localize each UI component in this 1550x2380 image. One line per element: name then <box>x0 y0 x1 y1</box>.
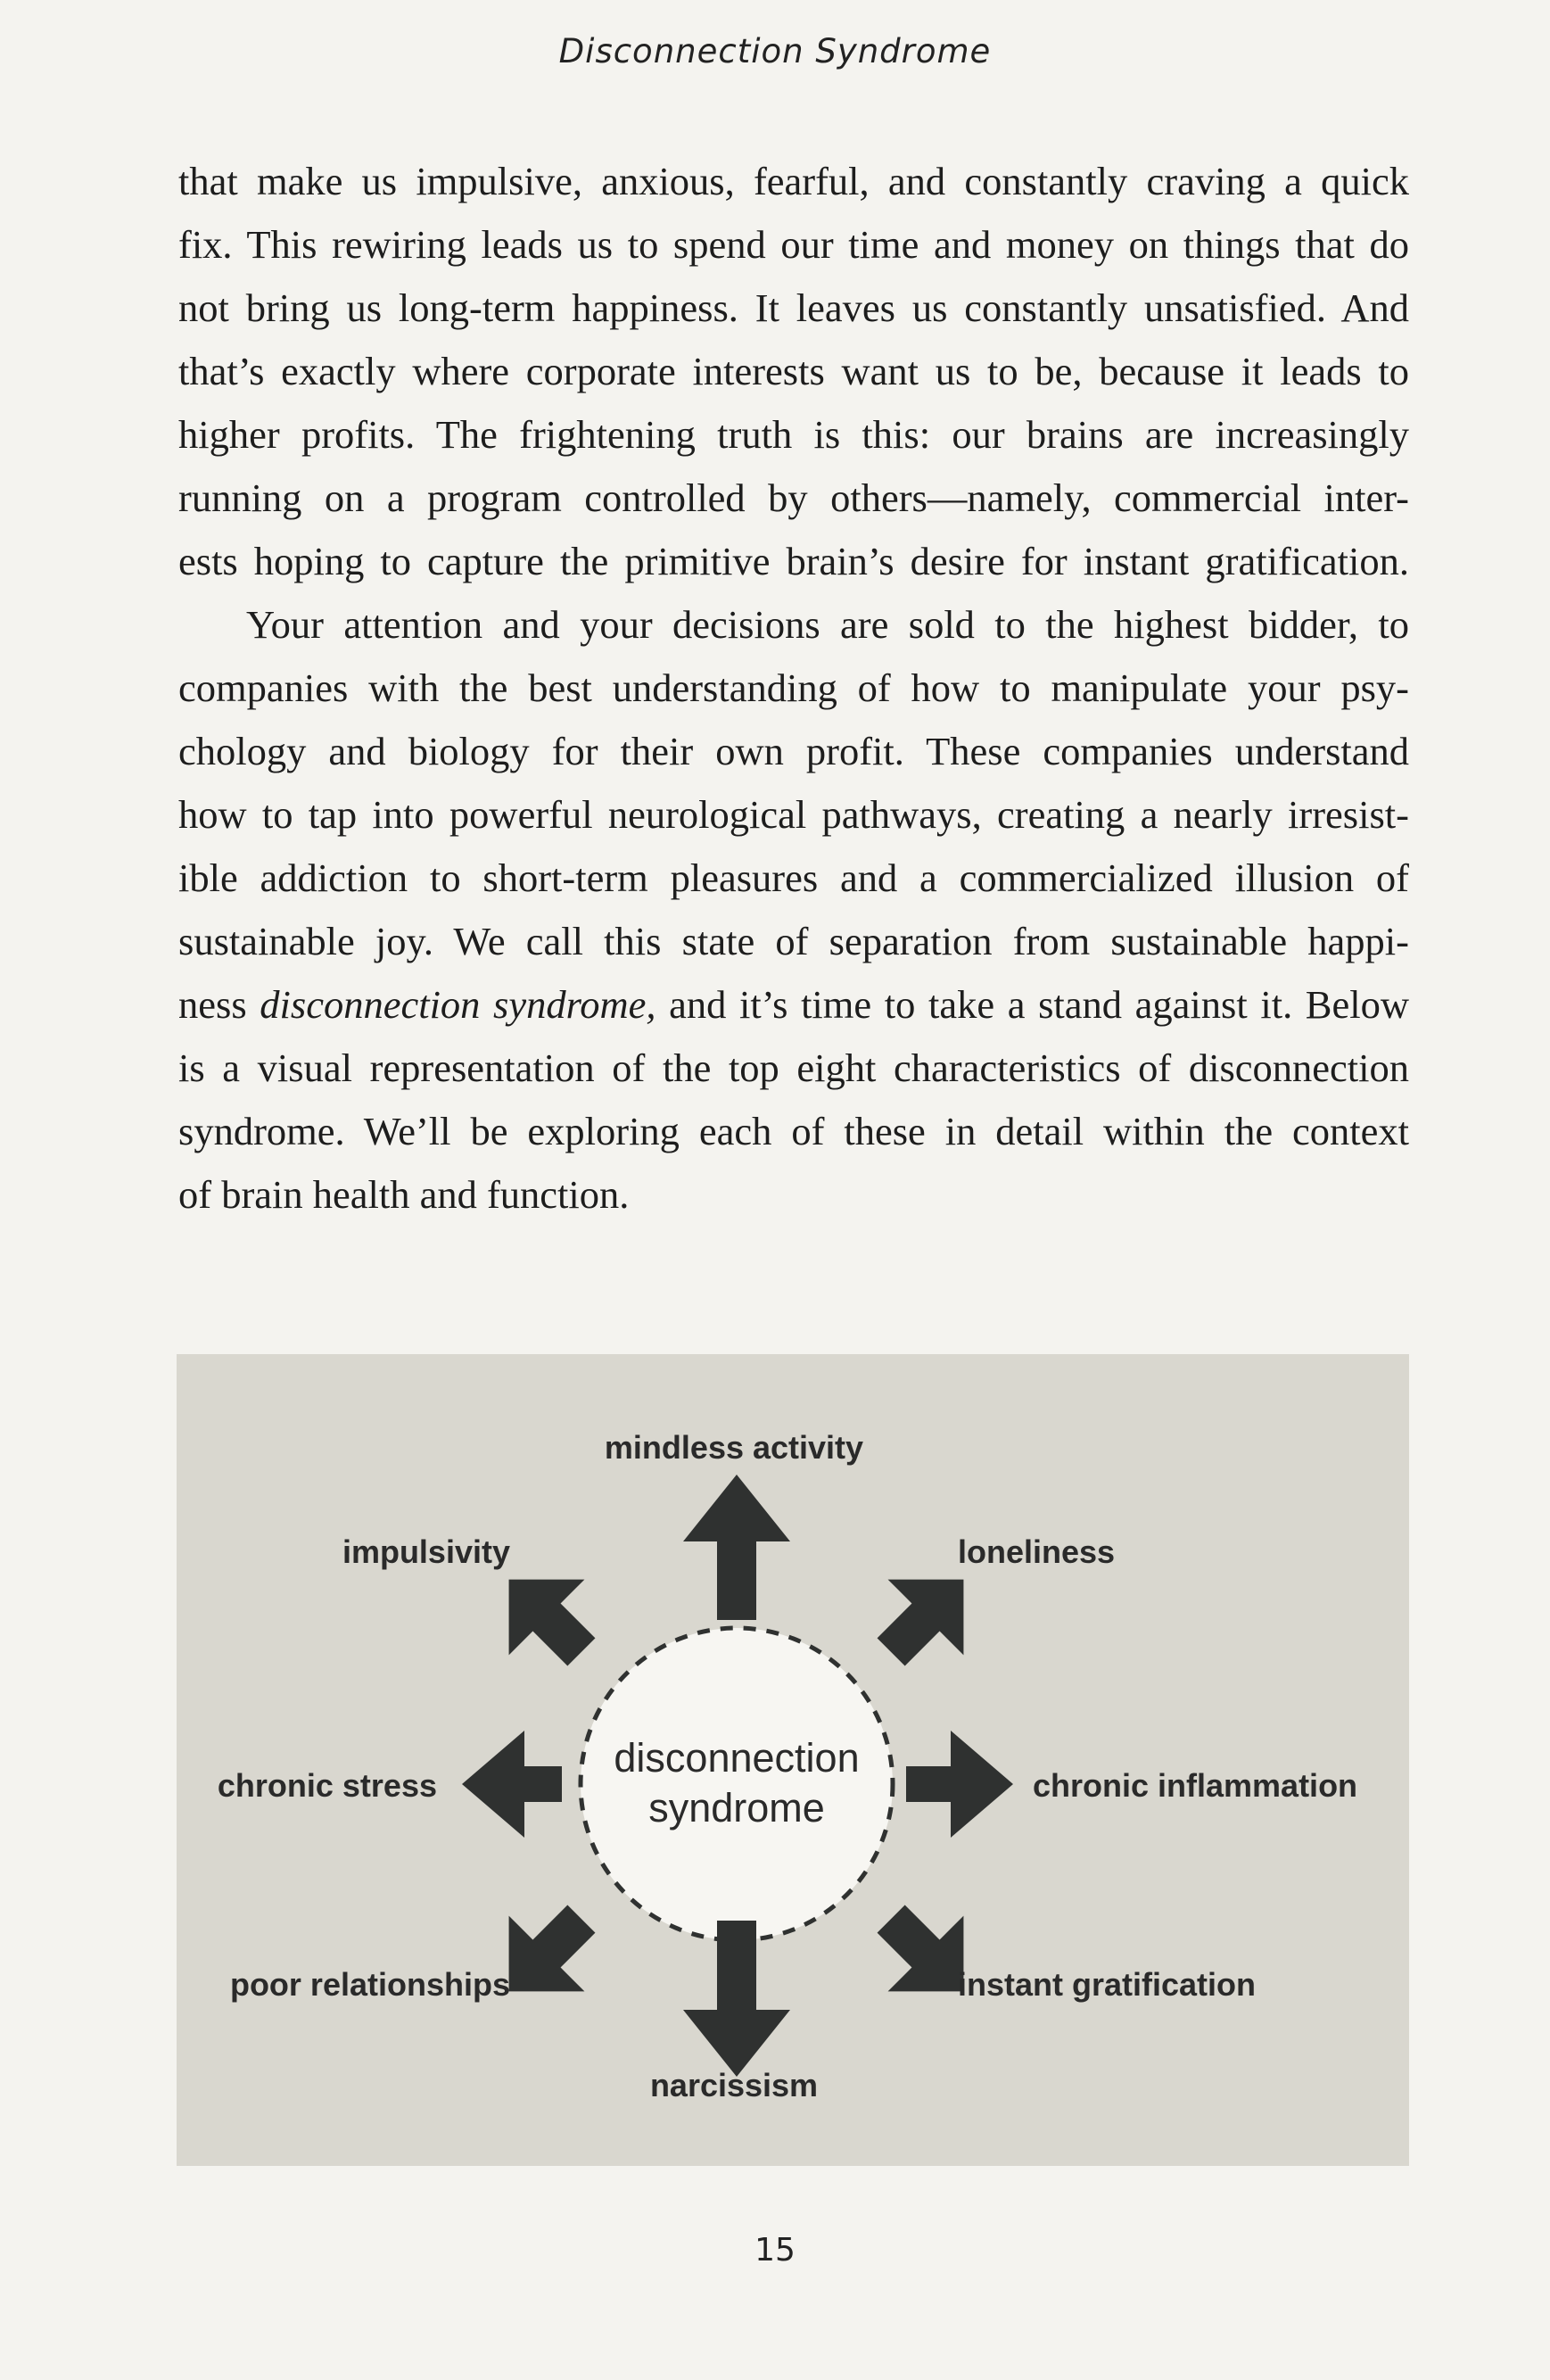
label-right: chronic inflammation <box>1033 1767 1358 1804</box>
body-text <box>178 150 1409 1227</box>
text-line: fix. This rewiring leads us to spend our time and money on things that do <box>178 222 1409 267</box>
text-fragment: ness <box>178 982 260 1027</box>
text-line: how to tap into powerful neurological pathways, creating a nearly irresist- <box>178 792 1409 837</box>
label-top-right: loneliness <box>958 1533 1116 1570</box>
text-line: running on a program controlled by others—namely, commercial inter- <box>178 475 1409 520</box>
text-line-italic <box>178 973 1409 1037</box>
text-line: higher profits. The frightening truth is this: our brains are increasingly <box>178 412 1409 457</box>
text-line: ests hoping to capture the primitive brain’s desire for instant gratification. <box>178 539 1409 583</box>
text-line: chology and biology for their own profit. These companies understand <box>178 729 1409 773</box>
center-label-line1: disconnection <box>614 1735 860 1781</box>
arrow-down-icon <box>683 1921 790 2077</box>
running-head: Disconnection Syndrome <box>558 32 992 70</box>
arrow-bottom-right-icon <box>853 1881 1002 2029</box>
text-line: of brain health and function. <box>178 1172 630 1217</box>
arrow-left-icon <box>462 1731 562 1838</box>
disconnection-diagram <box>177 1354 1409 2166</box>
label-top: mindless activity <box>604 1429 864 1466</box>
text-line: that make us impulsive, anxious, fearful, and constantly craving a quick <box>178 159 1409 203</box>
text-line: syndrome. We’ll be exploring each of these in detail within the context <box>178 1109 1409 1153</box>
arrow-up-icon <box>683 1475 790 1620</box>
text-fragment: and it’s time to take a stand against it. Below <box>655 982 1409 1027</box>
label-bottom-right: instant gratification <box>958 1966 1257 2003</box>
text-line: ible addiction to short-term pleasures and a commercialized illusion of <box>178 855 1409 900</box>
italic-term: disconnection syndrome, <box>260 982 656 1027</box>
text-line: Your attention and your decisions are sold to the highest bidder, to <box>246 602 1409 647</box>
paragraph-2 <box>178 593 1409 1227</box>
center-label-line2: syndrome <box>648 1785 825 1830</box>
text-line: is a visual representation of the top eight characteristics of disconnection <box>178 1045 1409 1090</box>
arrow-right-icon <box>906 1731 1013 1838</box>
text-line: that’s exactly where corporate interests want us to be, because it leads to <box>178 349 1409 393</box>
label-left: chronic stress <box>217 1767 437 1804</box>
paragraph-1 <box>178 150 1409 593</box>
label-top-left: impulsivity <box>342 1533 510 1570</box>
diagram-svg <box>177 1354 1409 2166</box>
arrow-bottom-left-icon <box>471 1881 619 2029</box>
label-bottom-left: poor relationships <box>229 1966 510 2003</box>
label-bottom: narcissism <box>649 2067 819 2103</box>
text-line: sustainable joy. We call this state of separation from sustainable happi- <box>178 919 1409 963</box>
center-circle <box>581 1628 893 1940</box>
text-line: not bring us long-term happiness. It leaves us constantly unsatisfied. And <box>178 285 1409 330</box>
page-number: 15 <box>754 2232 796 2268</box>
text-line: companies with the best understanding of how to manipulate your psy- <box>178 665 1409 710</box>
